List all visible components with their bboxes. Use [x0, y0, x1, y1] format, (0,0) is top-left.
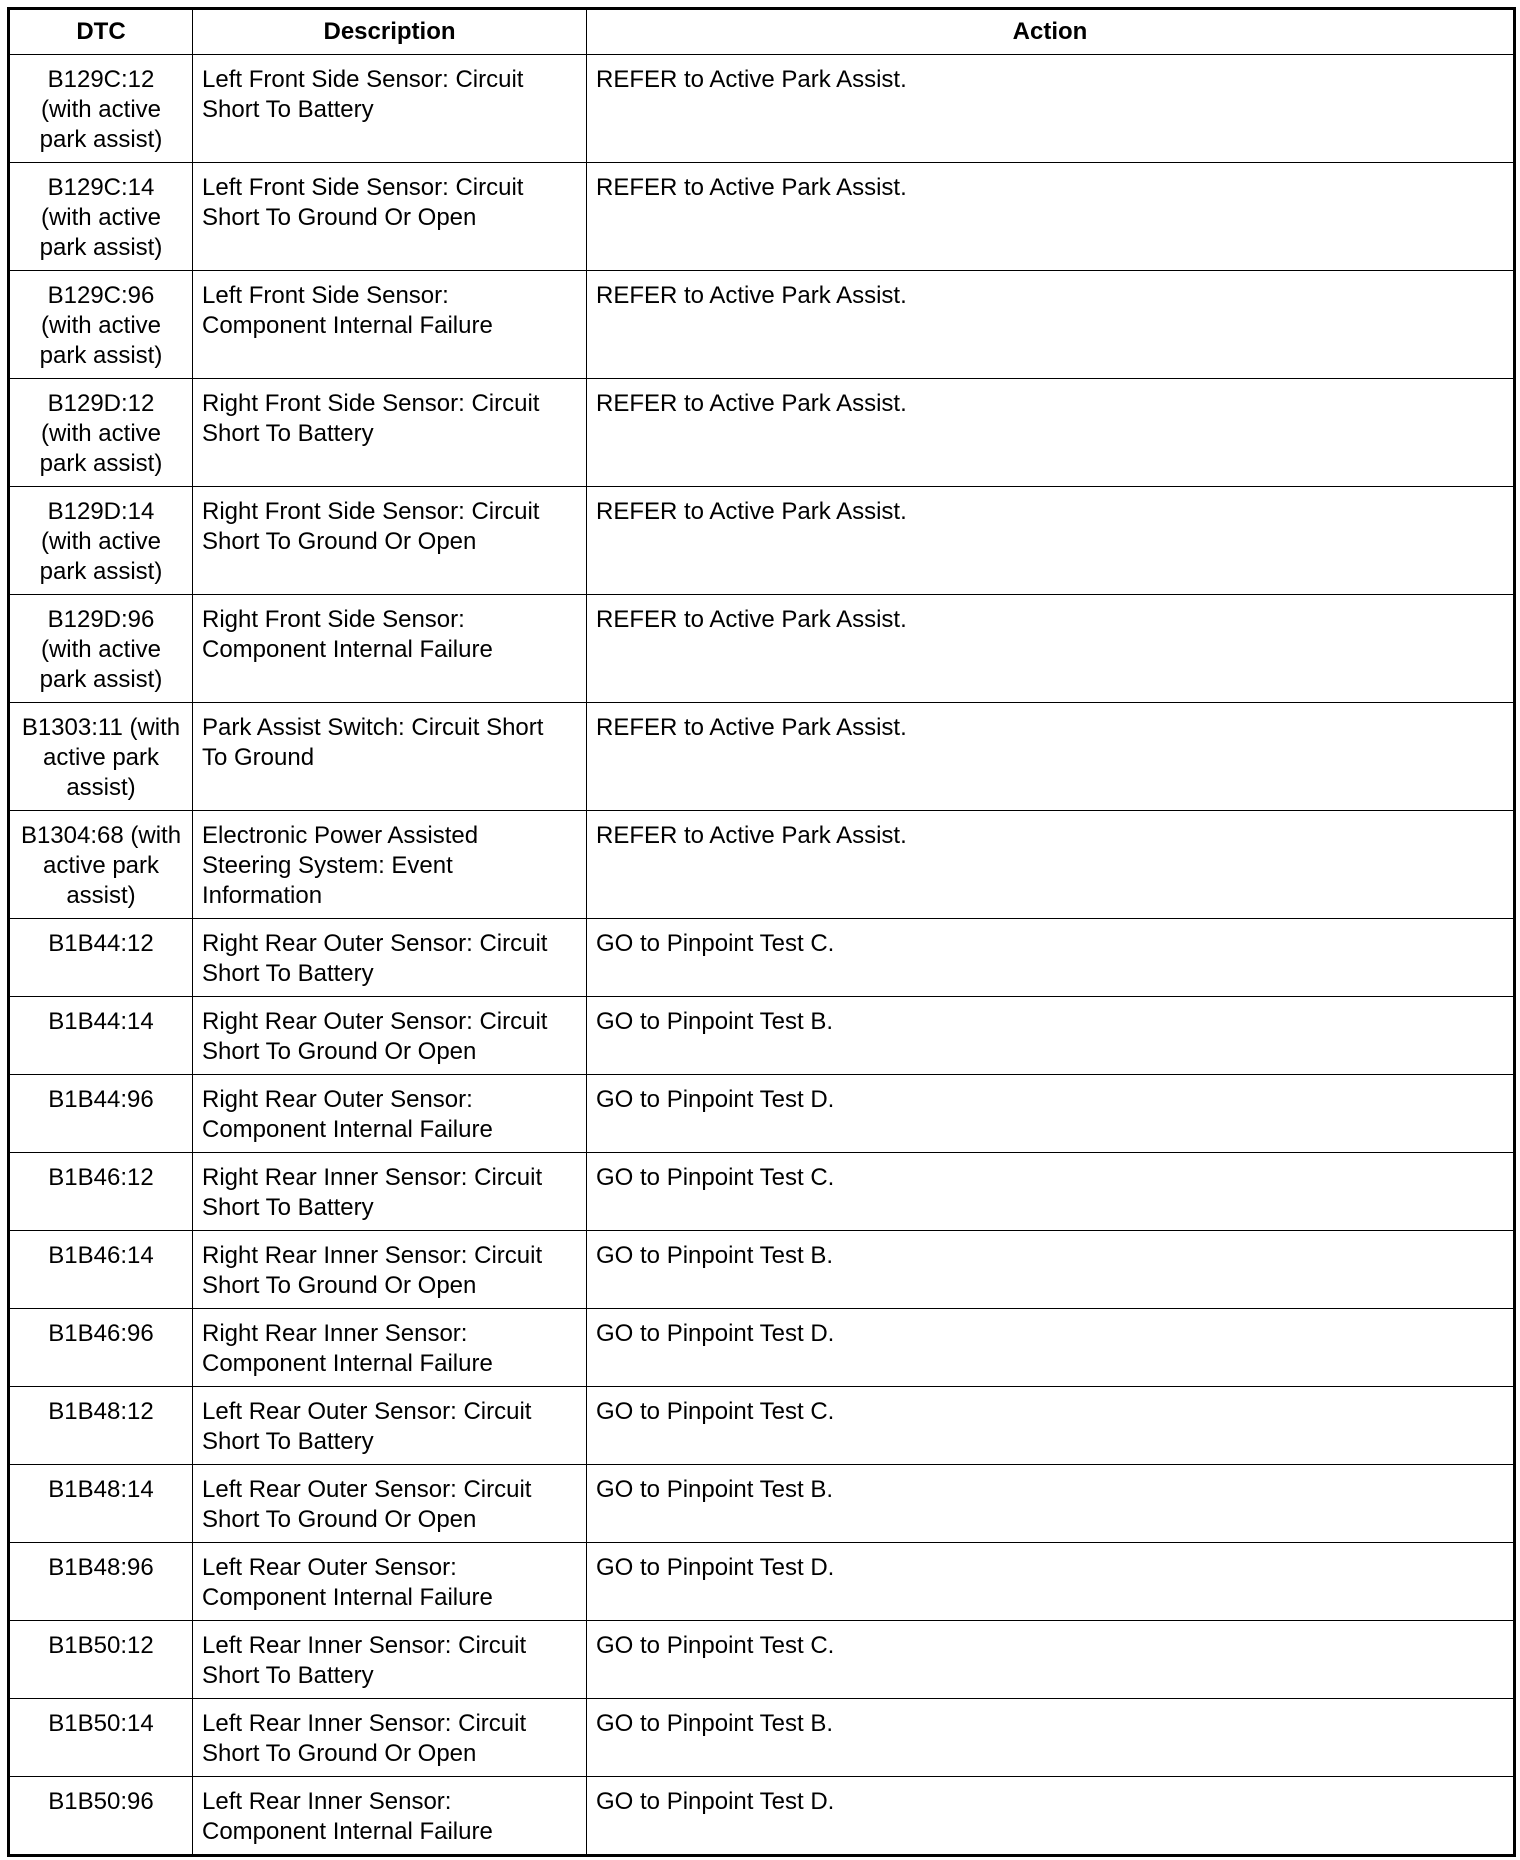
dtc-cell-line: (with active	[40, 204, 162, 231]
table-row	[9, 1153, 1515, 1231]
dtc-cell	[9, 55, 193, 163]
dtc-cell	[9, 1777, 193, 1856]
dtc-cell-line: B1B46:96	[48, 1320, 154, 1347]
description-cell-line: Right Rear Inner Sensor: Circuit	[202, 1242, 543, 1269]
table-row	[9, 1309, 1515, 1387]
table-body	[9, 55, 1515, 1856]
dtc-cell-line: active park	[42, 744, 160, 771]
description-cell-line: Short To Ground Or Open	[202, 528, 477, 555]
action-cell: GO to Pinpoint Test C.	[587, 919, 1515, 997]
dtc-cell	[9, 1231, 193, 1309]
header-dtc: DTC	[9, 9, 193, 55]
description-cell	[193, 487, 587, 595]
description-cell-line: Short To Ground Or Open	[202, 1272, 477, 1299]
action-cell: REFER to Active Park Assist.	[587, 703, 1515, 811]
description-cell	[193, 703, 587, 811]
table-row	[9, 1699, 1515, 1777]
description-cell-line: Right Rear Inner Sensor: Circuit	[202, 1164, 543, 1191]
dtc-cell-line: B129D:14	[47, 498, 155, 525]
dtc-cell-line: B129D:12	[47, 390, 155, 417]
table-row	[9, 703, 1515, 811]
action-cell: REFER to Active Park Assist.	[587, 163, 1515, 271]
dtc-cell	[9, 379, 193, 487]
action-cell: REFER to Active Park Assist.	[587, 379, 1515, 487]
dtc-cell	[9, 703, 193, 811]
description-cell	[193, 919, 587, 997]
dtc-cell-line: B1B50:14	[48, 1710, 154, 1737]
dtc-table	[7, 7, 1516, 1857]
action-cell: GO to Pinpoint Test D.	[587, 1075, 1515, 1153]
dtc-cell-line: B1B44:96	[48, 1086, 154, 1113]
description-cell	[193, 1387, 587, 1465]
description-cell	[193, 811, 587, 919]
description-cell	[193, 1231, 587, 1309]
description-cell	[193, 595, 587, 703]
action-cell: GO to Pinpoint Test B.	[587, 997, 1515, 1075]
dtc-cell	[9, 1621, 193, 1699]
description-cell	[193, 1075, 587, 1153]
dtc-cell	[9, 1387, 193, 1465]
dtc-cell-line: assist)	[66, 882, 136, 909]
dtc-cell	[9, 163, 193, 271]
action-cell: GO to Pinpoint Test B.	[587, 1231, 1515, 1309]
description-cell	[193, 271, 587, 379]
action-cell: REFER to Active Park Assist.	[587, 487, 1515, 595]
dtc-cell-line: (with active	[40, 96, 162, 123]
description-cell-line: Short To Ground Or Open	[202, 1506, 477, 1533]
description-cell-line: Steering System: Event	[202, 852, 453, 879]
dtc-cell	[9, 1309, 193, 1387]
action-cell: GO to Pinpoint Test D.	[587, 1309, 1515, 1387]
description-cell-line: Right Rear Outer Sensor: Circuit	[202, 930, 548, 957]
description-cell-line: Short To Battery	[202, 96, 374, 123]
description-cell-line: Right Front Side Sensor: Circuit	[202, 498, 540, 525]
dtc-cell-line: park assist)	[39, 666, 163, 693]
description-cell-line: Left Rear Inner Sensor: Circuit	[202, 1632, 527, 1659]
description-cell-line: Component Internal Failure	[202, 1818, 493, 1845]
dtc-cell-line: (with active	[40, 528, 162, 555]
table-row	[9, 1543, 1515, 1621]
dtc-cell-line: B129C:96	[47, 282, 155, 309]
description-cell-line: Short To Ground Or Open	[202, 204, 477, 231]
dtc-cell	[9, 1543, 193, 1621]
dtc-cell-line: park assist)	[39, 342, 163, 369]
description-cell	[193, 1543, 587, 1621]
header-action: Action	[587, 9, 1515, 55]
description-cell-line: Left Rear Outer Sensor: Circuit	[202, 1398, 532, 1425]
description-cell-line: Left Rear Inner Sensor: Circuit	[202, 1710, 527, 1737]
table-row	[9, 487, 1515, 595]
dtc-cell-line: B1B50:12	[48, 1632, 154, 1659]
table-row	[9, 1777, 1515, 1856]
dtc-cell	[9, 1699, 193, 1777]
description-cell-line: Short To Battery	[202, 1662, 374, 1689]
table-row	[9, 1075, 1515, 1153]
dtc-cell	[9, 595, 193, 703]
description-cell-line: Component Internal Failure	[202, 1350, 493, 1377]
description-cell-line: Right Rear Outer Sensor:	[202, 1086, 473, 1113]
dtc-cell-line: B129D:96	[47, 606, 155, 633]
description-cell	[193, 1777, 587, 1856]
table-row	[9, 1387, 1515, 1465]
description-cell-line: Left Rear Outer Sensor: Circuit	[202, 1476, 532, 1503]
table-row	[9, 1621, 1515, 1699]
table-row	[9, 997, 1515, 1075]
action-cell: REFER to Active Park Assist.	[587, 55, 1515, 163]
description-cell-line: Left Front Side Sensor:	[202, 282, 449, 309]
dtc-cell-line: B1B46:12	[48, 1164, 154, 1191]
dtc-cell-line: B1303:11 (with	[21, 714, 181, 741]
dtc-cell-line: B1B50:96	[48, 1788, 154, 1815]
description-cell-line: To Ground	[202, 744, 315, 771]
description-cell-line: Component Internal Failure	[202, 636, 493, 663]
description-cell	[193, 1621, 587, 1699]
description-cell	[193, 1309, 587, 1387]
dtc-cell	[9, 811, 193, 919]
dtc-cell	[9, 1465, 193, 1543]
description-cell	[193, 997, 587, 1075]
table-row	[9, 55, 1515, 163]
description-cell	[193, 1153, 587, 1231]
action-cell: GO to Pinpoint Test B.	[587, 1699, 1515, 1777]
table-row	[9, 919, 1515, 997]
description-cell	[193, 163, 587, 271]
description-cell-line: Short To Ground Or Open	[202, 1740, 477, 1767]
table-row	[9, 811, 1515, 919]
table-row	[9, 1465, 1515, 1543]
description-cell-line: Park Assist Switch: Circuit Short	[202, 714, 544, 741]
dtc-cell-line: B1B44:14	[48, 1008, 154, 1035]
table-row	[9, 271, 1515, 379]
description-cell-line: Short To Battery	[202, 960, 374, 987]
description-cell	[193, 1465, 587, 1543]
table-row	[9, 163, 1515, 271]
description-cell-line: Left Front Side Sensor: Circuit	[202, 66, 524, 93]
dtc-cell-line: (with active	[40, 636, 162, 663]
table-row	[9, 595, 1515, 703]
dtc-cell-line: park assist)	[39, 450, 163, 477]
description-cell-line: Left Rear Inner Sensor:	[202, 1788, 452, 1815]
description-cell-line: Information	[202, 882, 323, 909]
description-cell-line: Electronic Power Assisted	[202, 822, 479, 849]
description-cell-line: Component Internal Failure	[202, 312, 493, 339]
action-cell: GO to Pinpoint Test C.	[587, 1387, 1515, 1465]
dtc-cell-line: B1B48:12	[48, 1398, 154, 1425]
dtc-cell-line: active park	[42, 852, 160, 879]
description-cell	[193, 1699, 587, 1777]
description-cell-line: Short To Battery	[202, 1194, 374, 1221]
header-row	[9, 9, 1515, 55]
dtc-cell-line: B1B44:12	[48, 930, 154, 957]
description-cell-line: Right Rear Outer Sensor: Circuit	[202, 1008, 548, 1035]
description-cell-line: Left Front Side Sensor: Circuit	[202, 174, 524, 201]
table-row	[9, 379, 1515, 487]
dtc-cell-line: (with active	[40, 312, 162, 339]
action-cell: GO to Pinpoint Test B.	[587, 1465, 1515, 1543]
dtc-cell	[9, 1075, 193, 1153]
description-cell-line: Left Rear Outer Sensor:	[202, 1554, 457, 1581]
dtc-cell	[9, 1153, 193, 1231]
dtc-cell-line: B1304:68 (with	[20, 822, 182, 849]
action-cell: GO to Pinpoint Test D.	[587, 1543, 1515, 1621]
dtc-cell	[9, 487, 193, 595]
description-cell-line: Right Front Side Sensor: Circuit	[202, 390, 540, 417]
dtc-cell-line: B129C:14	[47, 174, 155, 201]
dtc-cell-line: park assist)	[39, 126, 163, 153]
description-cell-line: Right Front Side Sensor:	[202, 606, 465, 633]
dtc-cell-line: park assist)	[39, 558, 163, 585]
action-cell: GO to Pinpoint Test C.	[587, 1621, 1515, 1699]
description-cell-line: Short To Ground Or Open	[202, 1038, 477, 1065]
dtc-cell-line: (with active	[40, 420, 162, 447]
dtc-cell-line: B1B48:96	[48, 1554, 154, 1581]
dtc-cell-line: park assist)	[39, 234, 163, 261]
dtc-cell	[9, 997, 193, 1075]
action-cell: REFER to Active Park Assist.	[587, 271, 1515, 379]
dtc-cell-line: assist)	[66, 774, 136, 801]
description-cell-line: Short To Battery	[202, 1428, 374, 1455]
table-row	[9, 1231, 1515, 1309]
dtc-cell-line: B129C:12	[47, 66, 155, 93]
action-cell: REFER to Active Park Assist.	[587, 595, 1515, 703]
dtc-cell	[9, 271, 193, 379]
action-cell: GO to Pinpoint Test D.	[587, 1777, 1515, 1856]
dtc-cell	[9, 919, 193, 997]
action-cell: GO to Pinpoint Test C.	[587, 1153, 1515, 1231]
dtc-cell-line: B1B48:14	[48, 1476, 154, 1503]
dtc-cell-line: B1B46:14	[48, 1242, 154, 1269]
action-cell: REFER to Active Park Assist.	[587, 811, 1515, 919]
document-page	[7, 7, 1516, 1857]
description-cell-line: Component Internal Failure	[202, 1584, 493, 1611]
description-cell	[193, 379, 587, 487]
header-description: Description	[193, 9, 587, 55]
description-cell-line: Short To Battery	[202, 420, 374, 447]
description-cell-line: Component Internal Failure	[202, 1116, 493, 1143]
description-cell	[193, 55, 587, 163]
description-cell-line: Right Rear Inner Sensor:	[202, 1320, 468, 1347]
